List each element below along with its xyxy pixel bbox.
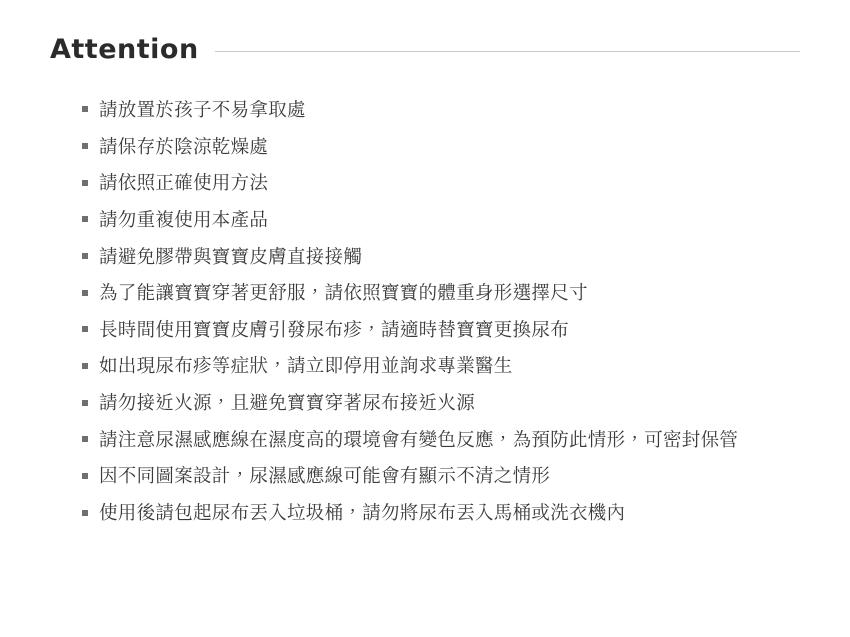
list-item xyxy=(82,351,789,381)
list-item xyxy=(82,461,789,491)
square-bullet-icon xyxy=(82,143,88,149)
square-bullet-icon xyxy=(82,400,88,406)
list-item-text: 請依照正確使用方法 xyxy=(99,172,269,194)
list-item-text: 為了能讓寶寶穿著更舒服，請依照寶寶的體重身形選擇尺寸 xyxy=(99,282,588,304)
list-item-text: 長時間使用寶寶皮膚引發尿布疹，請適時替寶寶更換尿布 xyxy=(99,318,570,340)
square-bullet-icon xyxy=(82,216,88,222)
list-item xyxy=(82,498,789,528)
attention-notice-list xyxy=(50,95,800,528)
list-item-text: 請勿重複使用本產品 xyxy=(99,208,269,230)
list-item xyxy=(82,205,789,235)
list-item xyxy=(82,95,789,125)
list-item-text: 使用後請包起尿布丟入垃圾桶，請勿將尿布丟入馬桶或洗衣機內 xyxy=(99,502,626,524)
square-bullet-icon xyxy=(82,253,88,259)
list-item-text: 請注意尿濕感應線在濕度高的環境會有變色反應，為預防此情形，可密封保管 xyxy=(99,428,739,450)
list-item-text: 請保存於陰涼乾燥處 xyxy=(99,135,269,157)
square-bullet-icon xyxy=(82,510,88,516)
list-item-text: 如出現尿布疹等症狀，請立即停用並詢求專業醫生 xyxy=(99,355,513,377)
square-bullet-icon xyxy=(82,290,88,296)
list-item-text: 請勿接近火源，且避免寶寶穿著尿布接近火源 xyxy=(99,392,476,414)
header-divider xyxy=(215,51,800,52)
list-item xyxy=(82,242,789,272)
list-item xyxy=(82,278,789,308)
page-title: Attention xyxy=(50,34,199,65)
list-item-text: 因不同圖案設計，尿濕感應線可能會有顯示不清之情形 xyxy=(99,465,551,487)
square-bullet-icon xyxy=(82,326,88,332)
list-item xyxy=(82,168,789,198)
square-bullet-icon xyxy=(82,436,88,442)
list-item-text: 請避免膠帶與寶寶皮膚直接接觸 xyxy=(99,245,363,267)
square-bullet-icon xyxy=(82,106,88,112)
list-item xyxy=(82,425,789,455)
page-header xyxy=(50,34,800,65)
list-item-text: 請放置於孩子不易拿取處 xyxy=(99,99,306,120)
square-bullet-icon xyxy=(82,180,88,186)
square-bullet-icon xyxy=(82,473,88,479)
list-item xyxy=(82,315,789,345)
list-item xyxy=(82,132,789,162)
list-item xyxy=(82,388,789,418)
square-bullet-icon xyxy=(82,363,88,369)
